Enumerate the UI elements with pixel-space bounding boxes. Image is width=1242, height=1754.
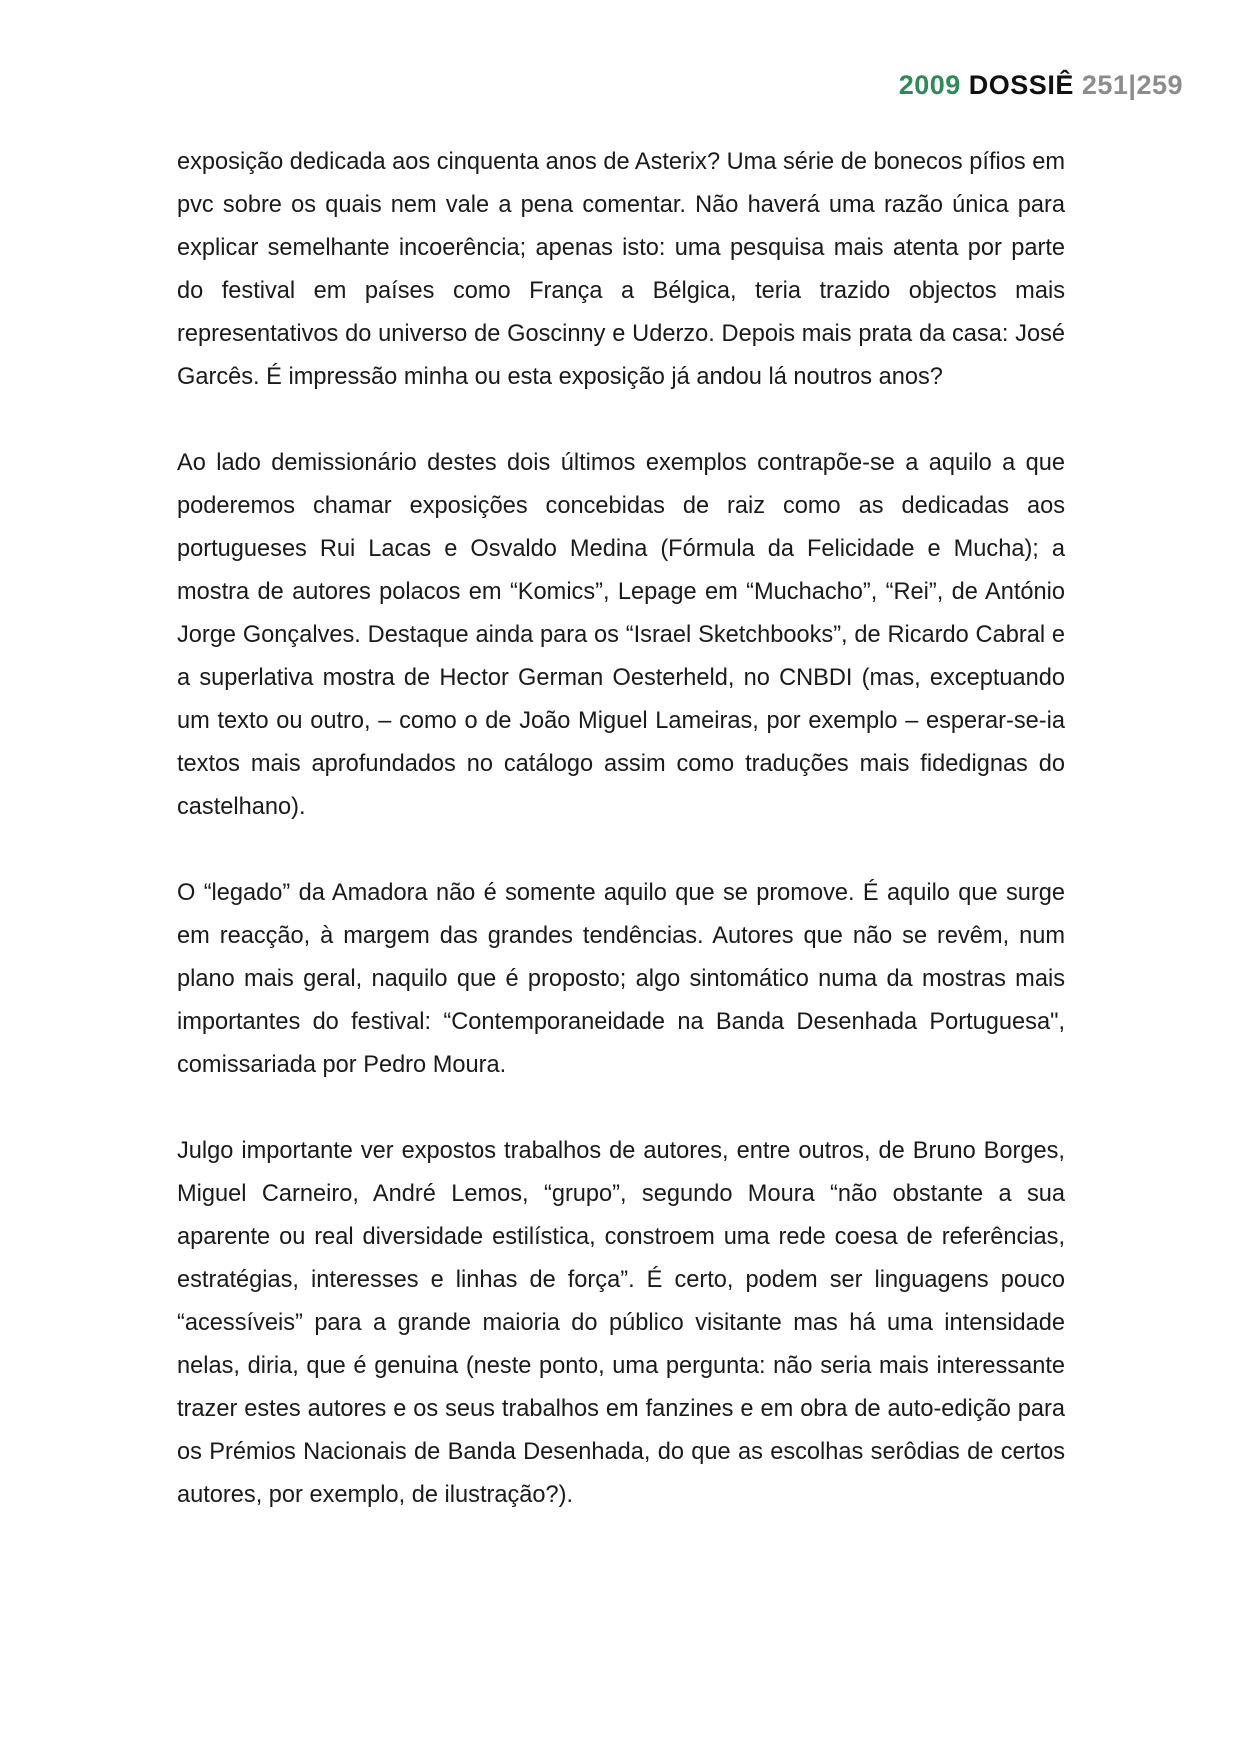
header-page-number: 251|259 [1081, 70, 1183, 100]
paragraph: O “legado” da Amadora não é somente aquilo que se promove. É aquilo que surge em reacção, à margem das grandes tendências. Autores que não se revêm, num plano mais geral, naquilo que é proposto; algo sintomático numa da mostras mais importantes do festival: “Contemporaneidade na Banda Desenhada Portuguesa", comissariada por Pedro Moura. [177, 880, 1065, 1078]
article-body [177, 141, 1065, 1560]
page-header [899, 70, 1183, 101]
paragraph: exposição dedicada aos cinquenta anos de Asterix? Uma série de bonecos pífios em pvc sobre os quais nem vale a pena comentar. Não haverá uma razão única para explicar semelhante incoerência; apenas isto: uma pesquisa mais atenta por parte do festival em países como França a Bélgica, teria trazido objectos mais representativos do universo de Goscinny e Uderzo. Depois mais prata da casa: José Garcês. É impressão minha ou esta exposição já andou lá noutros anos? [177, 149, 1065, 390]
header-section-title: DOSSIÊ [968, 70, 1074, 100]
paragraph: Julgo importante ver expostos trabalhos de autores, entre outros, de Bruno Borges, Miguel Carneiro, André Lemos, “grupo”, segundo Moura “não obstante a sua aparente ou real diversidade estilística, constroem uma rede coesa de referências, estratégias, interesses e linhas de força”. É certo, podem ser linguagens pouco “acessíveis” para a grande maioria do público visitante mas há uma intensidade nelas, diria, que é genuina (neste ponto, uma pergunta: não seria mais interessante trazer estes autores e os seus trabalhos em fanzines e em obra de auto-edição para os Prémios Nacionais de Banda Desenhada, do que as escolhas serôdias de certos autores, por exemplo, de ilustração?). [177, 1138, 1065, 1508]
paragraph: Ao lado demissionário destes dois últimos exemplos contrapõe-se a aquilo a que poderemos chamar exposições concebidas de raiz como as dedicadas aos portugueses Rui Lacas e Osvaldo Medina (Fórmula da Felicidade e Mucha); a mostra de autores polacos em “Komics”, Lepage em “Muchacho”, “Rei”, de António Jorge Gonçalves. Destaque ainda para os “Israel Sketchbooks”, de Ricardo Cabral e a superlativa mostra de Hector German Oesterheld, no CNBDI (mas, exceptuando um texto ou outro, – como o de João Miguel Lameiras, por exemplo – esperar-se-ia textos mais aprofundados no catálogo assim como traduções mais fidedignas do castelhano). [177, 450, 1065, 820]
header-year: 2009 [898, 70, 961, 100]
